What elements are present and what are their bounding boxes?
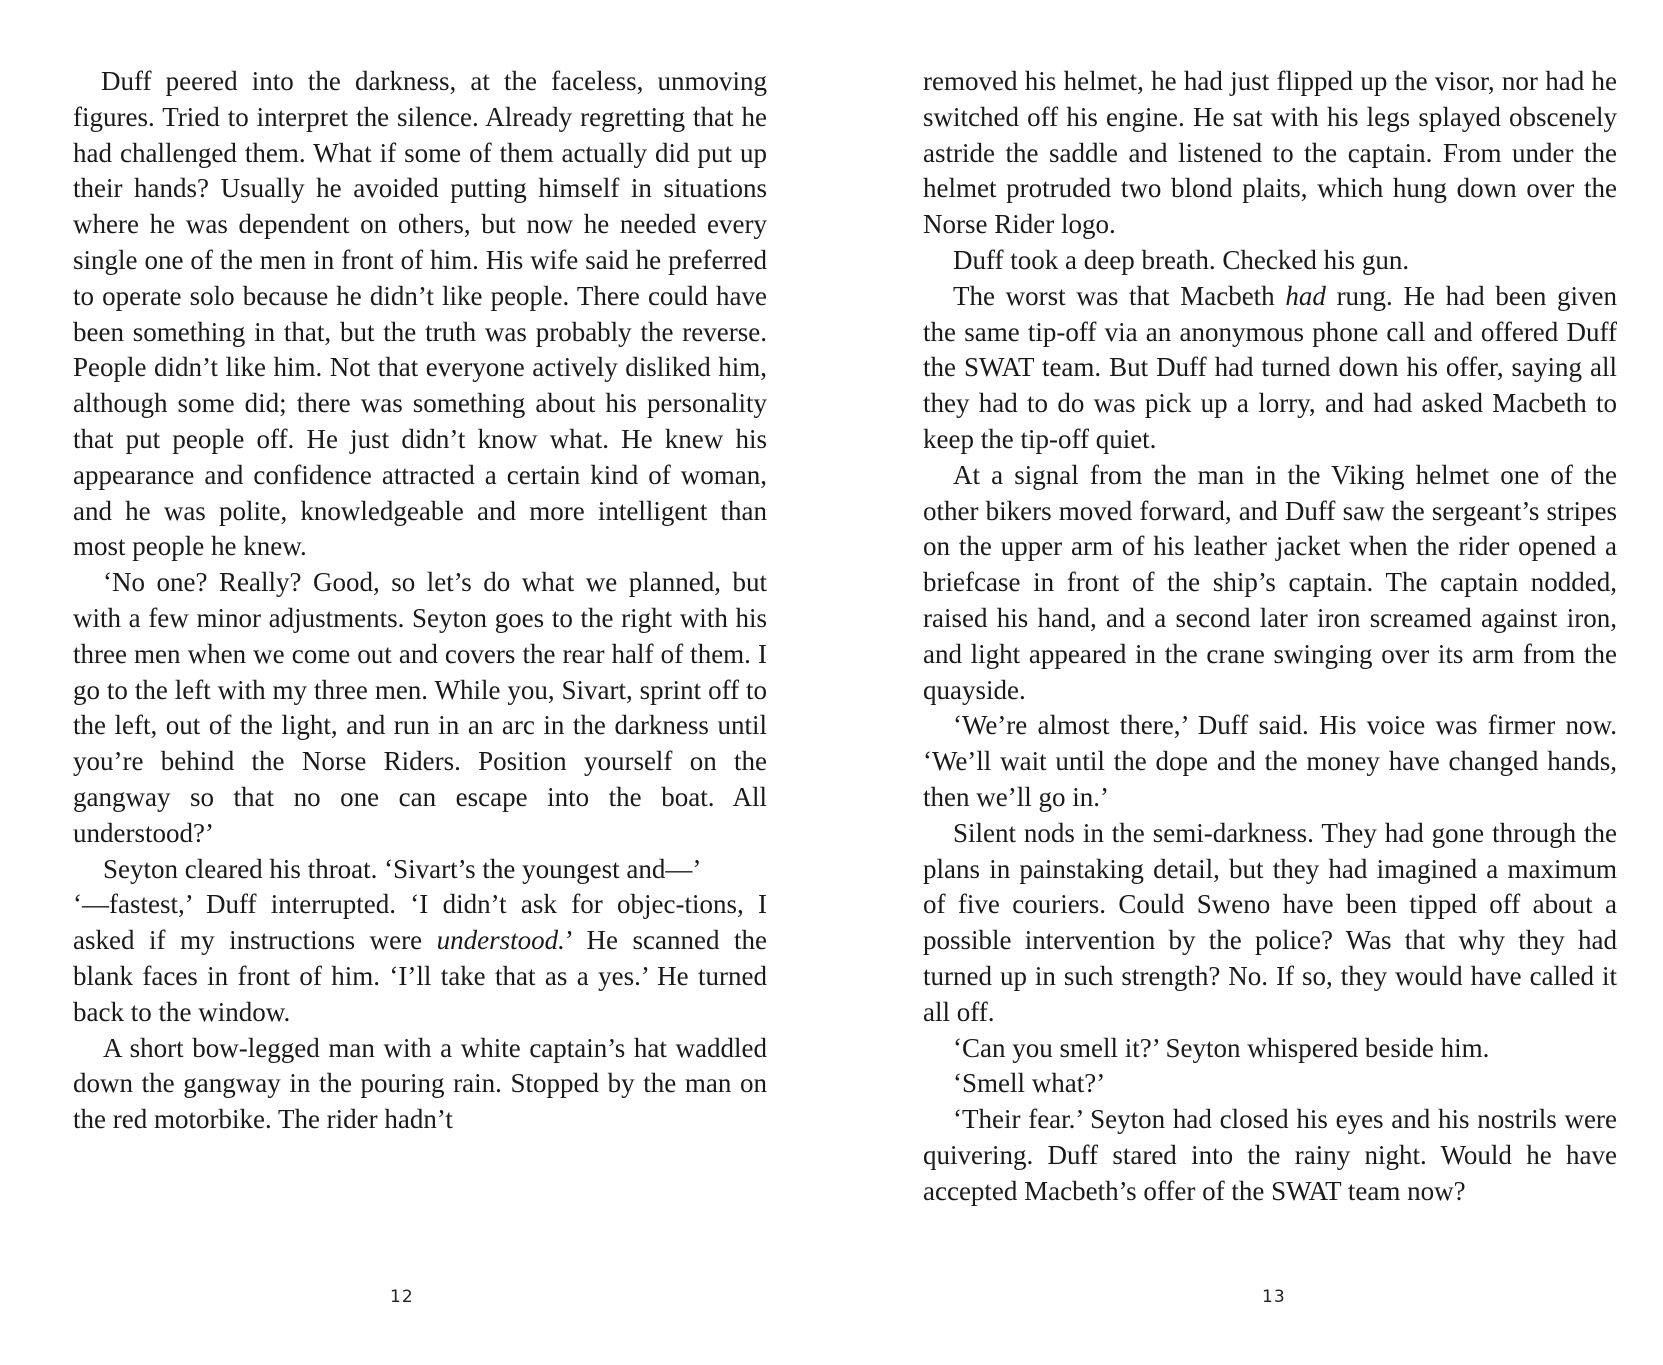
left-paragraph-1: Duff peered into the darkness, at the faceless, unmoving figures. Tried to interpret the silence. Already regretting that he had challenged them. What if some of them actually did put up their hands? Usually he avoided putting himself in situations where he was dependent on others, but now he needed every single one of the men in front of him. His wife said he preferred to operate solo because he didn’t like people. There could have been something in that, but the truth was probably the reverse. People didn’t like him. Not that everyone actively disliked him, although some did; there was something about his personality that put people off. He just didn’t know what. He knew his appearance and confidence attracted a certain kind of woman, and he was polite, knowledgeable and more intelligent than most people he knew.: [73, 66, 767, 562]
right-page-number: 13: [1262, 1287, 1286, 1307]
left-paragraph-4-text-b: ’ He scanned the blank faces in front of him. ‘I’ll take that as a yes.’ He turned back to the window.: [73, 925, 767, 1027]
right-paragraph-3-italic: had: [1285, 280, 1326, 311]
right-paragraph-9: ‘Their fear.’ Seyton had closed his eyes and his nostrils were quivering. Duff stared into the rainy night. Would he have accepted Macbeth’s offer of the SWAT team now?: [923, 1104, 1617, 1206]
right-paragraph-3-text-a: The worst was that Macbeth: [953, 280, 1286, 311]
right-paragraph-3: [923, 279, 1617, 458]
left-paragraph-4: [73, 887, 767, 1030]
left-paragraph-5: A short bow-legged man with a white captain’s hat waddled down the gangway in the pouring rain. Stopped by the man on the red motorbike. The rider hadn’t: [73, 1032, 767, 1135]
right-paragraph-1: removed his helmet, he had just flipped up the visor, nor had he switched off his engine. He sat with his legs splayed obscenely astride the saddle and listened to the captain. From under the helmet protruded two blond plaits, which hung down over the Norse Rider logo.: [923, 66, 1617, 240]
left-page: [73, 64, 767, 1138]
left-paragraph-4-text-a: ‘—fastest,’ Duff interrupted. ‘I didn’t ask for objec-tions, I asked if my instructions were: [73, 889, 767, 956]
right-paragraph-6: Silent nods in the semi-darkness. They had gone through the plans in painstaking detail, but they had imagined a maximum of five couriers. Could Sweno have been tipped off about a possible intervention by the police? Was that why they had turned up in such strength? No. If so, they would have called it all off.: [923, 817, 1617, 1027]
right-paragraph-3-text-b: rung. He had been given the same tip-off via an anonymous phone call and offered Duff the SWAT team. But Duff had turned down his offer, saying all they had to do was pick up a lorry, and had asked Macbeth to keep the tip-off quiet.: [923, 280, 1617, 454]
left-page-number: 12: [390, 1287, 414, 1307]
right-paragraph-7: ‘Can you smell it?’ Seyton whispered beside him.: [953, 1032, 1490, 1063]
right-paragraph-2: Duff took a deep breath. Checked his gun.: [953, 244, 1410, 275]
left-paragraph-3: Seyton cleared his throat. ‘Sivart’s the youngest and—’: [103, 853, 702, 884]
left-paragraph-4-italic: understood.: [436, 925, 565, 956]
right-paragraph-8: ‘Smell what?’: [953, 1068, 1106, 1099]
right-paragraph-5: ‘We’re almost there,’ Duff said. His voice was firmer now. ‘We’ll wait until the dope and the money have changed hands, then we’ll go in.’: [923, 710, 1617, 812]
right-page: [923, 64, 1617, 1210]
left-paragraph-2: ‘No one? Really? Good, so let’s do what we planned, but with a few minor adjustments. Seyton goes to the right with his three men when we come out and covers the rear half of them. I go to the left with my three men. While you, Sivart, sprint off to the left, out of the light, and run in an arc in the darkness until you’re behind the Norse Riders. Position yourself on the gangway so that no one can escape into the boat. All understood?’: [73, 567, 767, 848]
right-paragraph-4: At a signal from the man in the Viking helmet one of the other bikers moved forward, and Duff saw the sergeant’s stripes on the upper arm of his leather jacket when the rider opened a briefcase in front of the ship’s captain. The captain nodded, raised his hand, and a second later iron screamed against iron, and light appeared in the crane swinging over its arm from the quayside.: [923, 459, 1617, 705]
